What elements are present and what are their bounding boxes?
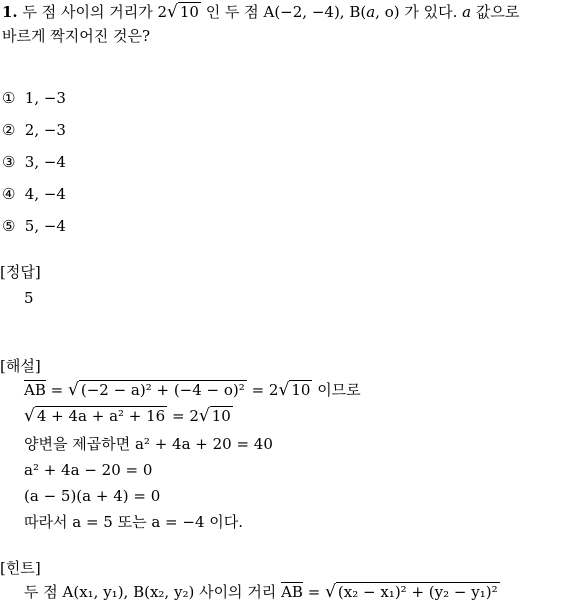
question-text-2: 인 두 점 A(−2, −4), B( <box>205 3 367 21</box>
explanation-line-5: (a − 5)(a + 4) = 0 <box>24 487 161 505</box>
explanation-line-1: AB = √ (−2 − a)² + (−4 − o)² = 2√ 10 이므로 <box>24 380 361 400</box>
choice-3[interactable]: ③ 3, −4 <box>2 153 66 171</box>
sqrt-distance: √ (−2 − a)² + (−4 − o)² <box>68 380 245 400</box>
answer-value: 5 <box>24 289 34 307</box>
segment-ab: AB <box>24 381 46 399</box>
choice-4[interactable]: ④ 4, −4 <box>2 185 66 203</box>
explanation-line-4: a² + 4a − 20 = 0 <box>24 461 153 479</box>
question-number: 1. <box>2 3 18 21</box>
question-text-3: , o) 가 있다. <box>375 3 458 21</box>
answer-label: [정답] <box>0 263 41 281</box>
sqrt-10: √ 10 <box>167 2 199 22</box>
explanation-line-3: 양변을 제곱하면 a² + 4a + 20 = 40 <box>24 435 273 453</box>
question-text-4: 값으로 <box>475 3 520 21</box>
choice-1[interactable]: ① 1, −3 <box>2 89 66 107</box>
question-text-1: 두 점 사이의 거리가 2 <box>22 3 167 21</box>
question-line-1: 1. 두 점 사이의 거리가 2√ 10 인 두 점 A(−2, −4), B(a, o) 가 있다. a 값으로 <box>2 2 520 22</box>
hint-label: [힌트] <box>0 559 41 577</box>
explanation-label: [해설] <box>0 357 41 375</box>
explanation-line-6: 따라서 a = 5 또는 a = −4 이다. <box>24 513 244 531</box>
question-line-2: 바르게 짝지어진 것은? <box>2 27 150 45</box>
choice-2[interactable]: ② 2, −3 <box>2 121 66 139</box>
hint-text: 두 점 A(x₁, y₁), B(x₂, y₂) 사이의 거리 AB = √ (x₂ − x₁)² + (y₂ − y₁)² <box>24 582 498 602</box>
explanation-line-2: √ 4 + 4a + a² + 16 = 2√ 10 <box>24 406 231 426</box>
choice-5[interactable]: ⑤ 5, −4 <box>2 217 66 235</box>
